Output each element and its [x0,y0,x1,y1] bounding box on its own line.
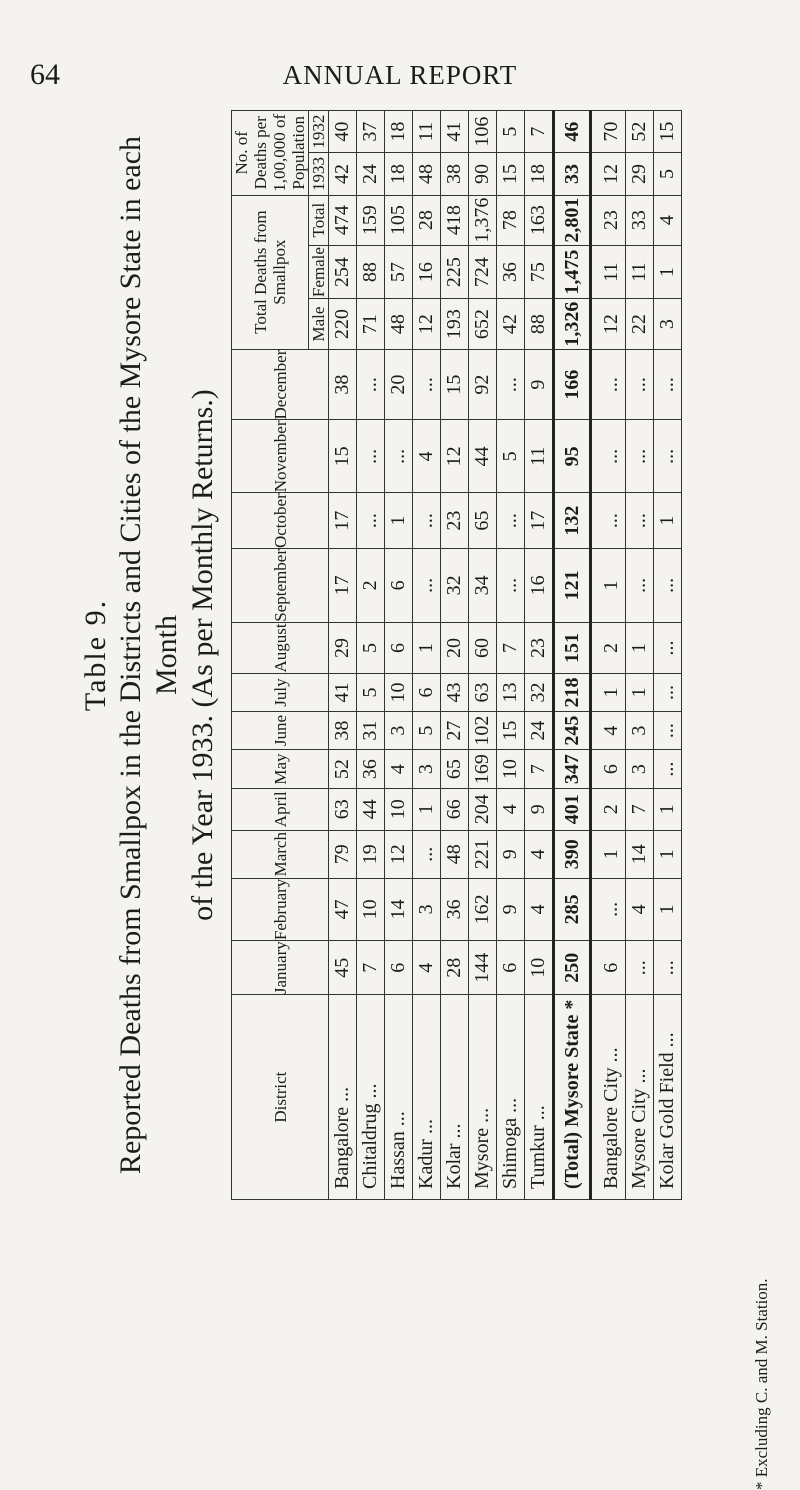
month-cell: 1 [654,493,682,549]
month-cell: 10 [357,878,385,940]
leader-dots: ... [628,1068,650,1084]
month-cell: 7 [497,622,525,673]
district-row [469,111,497,1200]
district-label: (Total) Mysore State * [560,999,583,1189]
district-label: Bangalore [331,1106,353,1189]
month-cell: 60 [469,622,497,673]
district-row [441,111,469,1200]
state-total-row [554,111,591,1200]
month-cell: 38 [329,711,357,749]
month-cell: ... [357,349,385,420]
month-cell: 102 [469,711,497,749]
month-cell: 20 [441,622,469,673]
month-cell: 9 [497,878,525,940]
month-cell: ... [626,420,654,493]
table-subtitle: of the Year 1933. (As per Monthly Returns.) [186,389,219,921]
rate-1933-cell: 33 [554,153,591,195]
month-cell: 16 [525,549,554,623]
month-cell: 4 [497,788,525,830]
month-cell: 31 [357,711,385,749]
year-1932-header: 1932 [309,111,329,153]
month-cell: 4 [385,750,413,788]
month-cell: 32 [441,549,469,623]
month-cell: 1 [626,622,654,673]
year-1933-header: 1933 [309,153,329,195]
month-cell: 65 [441,750,469,788]
month-cell: 14 [385,878,413,940]
month-cell: 9 [525,788,554,830]
month-cell: 38 [329,349,357,420]
district-name [525,995,554,1200]
month-cell: 5 [357,622,385,673]
district-name [441,995,469,1200]
month-cell: 6 [497,941,525,995]
month-cell: 36 [357,750,385,788]
month-cell: 132 [554,493,591,549]
month-cell: 65 [469,493,497,549]
month-cell: ... [654,750,682,788]
rate-1932-cell: 15 [654,111,682,153]
district-label: Shimoga [499,1117,521,1189]
month-cell: ... [654,711,682,749]
month-header: December [232,349,329,420]
female-cell: 1 [654,245,682,299]
month-cell: 1 [626,674,654,712]
female-cell: 11 [626,245,654,299]
district-label: Chitaldrug [359,1103,381,1189]
rate-1933-cell: 15 [497,153,525,195]
month-cell: 44 [469,420,497,493]
month-cell: 52 [329,750,357,788]
rate-1932-cell: 70 [591,111,626,153]
female-cell: 36 [497,245,525,299]
month-cell: ... [413,830,441,878]
month-cell: 47 [329,878,357,940]
month-cell: 5 [413,711,441,749]
female-cell: 225 [441,245,469,299]
total-cell: 418 [441,195,469,245]
month-cell: ... [357,420,385,493]
month-cell: 6 [385,549,413,623]
month-cell: 17 [329,549,357,623]
month-cell: 401 [554,788,591,830]
month-cell: 3 [385,711,413,749]
page-number: 64 [30,58,60,91]
month-cell: 6 [591,941,626,995]
rate-1932-cell: 40 [329,111,357,153]
month-cell: 66 [441,788,469,830]
leader-dots: ... [499,1097,521,1113]
month-cell: ... [591,349,626,420]
month-cell: 95 [554,420,591,493]
month-cell: ... [654,622,682,673]
month-cell: 23 [525,622,554,673]
month-cell: 63 [329,788,357,830]
district-label: Bangalore City [600,1067,622,1189]
rate-1932-cell: 5 [497,111,525,153]
month-cell: 13 [497,674,525,712]
rate-1933-cell: 5 [654,153,682,195]
month-header: June [232,711,329,749]
smallpox-deaths-table [231,110,682,1200]
footnote: * Excluding C. and M. Station. [752,1278,771,1490]
month-cell: 9 [497,830,525,878]
female-cell: 16 [413,245,441,299]
month-cell: 1 [591,549,626,623]
month-cell: ... [497,349,525,420]
total-cell: 159 [357,195,385,245]
month-cell: 1 [654,878,682,940]
district-name [357,995,385,1200]
month-cell: 6 [591,750,626,788]
female-cell: 75 [525,245,554,299]
month-cell: 15 [441,349,469,420]
male-cell: 12 [413,299,441,349]
total-cell: 2,801 [554,195,591,245]
month-cell: 48 [441,830,469,878]
month-cell: 12 [385,830,413,878]
rate-1932-cell: 11 [413,111,441,153]
month-cell: ... [357,493,385,549]
district-row [525,111,554,1200]
month-cell: 6 [385,941,413,995]
total-cell: 474 [329,195,357,245]
district-label: Mysore [471,1127,493,1189]
district-row [357,111,385,1200]
month-cell: 5 [357,674,385,712]
district-name [469,995,497,1200]
month-cell: 3 [626,711,654,749]
male-cell: 3 [654,299,682,349]
table-body [329,111,682,1200]
month-cell: 10 [497,750,525,788]
district-label: Kolar Gold Field [656,1052,678,1189]
leader-dots: ... [387,1111,409,1127]
district-name [591,995,626,1200]
month-cell: 79 [329,830,357,878]
month-cell: 4 [413,941,441,995]
month-cell: 63 [469,674,497,712]
month-cell: 7 [525,750,554,788]
month-cell: 204 [469,788,497,830]
rate-1932-cell: 106 [469,111,497,153]
district-name [554,995,591,1200]
month-cell: ... [497,493,525,549]
district-name [385,995,413,1200]
rate-group-header: No. of Deaths per 1,00,000 of Population [232,111,309,196]
month-cell: 6 [413,674,441,712]
month-header: October [232,493,329,549]
month-header: November [232,420,329,493]
month-cell: ... [413,493,441,549]
month-cell: ... [385,420,413,493]
male-cell: 652 [469,299,497,349]
district-label: Kolar [443,1143,465,1189]
month-cell: 3 [626,750,654,788]
month-cell: 2 [591,622,626,673]
month-cell: 12 [441,420,469,493]
month-cell: 2 [357,549,385,623]
male-cell: 42 [497,299,525,349]
district-name [413,995,441,1200]
male-header: Male [309,299,329,349]
month-cell: 1 [591,830,626,878]
rate-1933-cell: 12 [591,153,626,195]
total-cell: 4 [654,195,682,245]
month-cell: 3 [413,750,441,788]
leader-dots: ... [359,1083,381,1099]
table-label: Table 9. [79,598,112,712]
rate-1932-cell: 52 [626,111,654,153]
rate-1933-cell: 29 [626,153,654,195]
month-cell: 28 [441,941,469,995]
month-cell: ... [591,493,626,549]
month-cell: 2 [591,788,626,830]
month-cell: ... [626,549,654,623]
month-cell: 4 [525,878,554,940]
month-cell: 3 [413,878,441,940]
leader-dots: ... [600,1047,622,1063]
district-label: Hassan [387,1131,409,1189]
month-header: April [232,788,329,830]
month-header: July [232,674,329,712]
total-cell: 163 [525,195,554,245]
month-cell: 5 [497,420,525,493]
month-cell: 218 [554,674,591,712]
month-cell: 23 [441,493,469,549]
rate-1933-cell: 38 [441,153,469,195]
rate-1932-cell: 18 [385,111,413,153]
month-cell: 1 [385,493,413,549]
month-header: August [232,622,329,673]
month-cell: 36 [441,878,469,940]
month-cell: ... [591,420,626,493]
month-cell: ... [654,349,682,420]
male-cell: 71 [357,299,385,349]
month-cell: 11 [525,420,554,493]
month-cell: 1 [591,674,626,712]
district-name [654,995,682,1200]
male-cell: 48 [385,299,413,349]
male-cell: 22 [626,299,654,349]
month-header: May [232,750,329,788]
month-cell: 24 [525,711,554,749]
female-cell: 1,475 [554,245,591,299]
month-cell: ... [626,349,654,420]
month-header: February [232,878,329,940]
total-cell: 23 [591,195,626,245]
month-cell: 34 [469,549,497,623]
month-cell: 10 [385,788,413,830]
month-cell: 390 [554,830,591,878]
month-cell: 44 [357,788,385,830]
month-cell: 166 [554,349,591,420]
month-cell: 121 [554,549,591,623]
city-row [591,111,626,1200]
month-cell: ... [626,493,654,549]
month-cell: 29 [329,622,357,673]
month-cell: 10 [525,941,554,995]
table-title: Reported Deaths from Smallpox in the Districts and Cities of the Mysore State in each Month [114,135,183,1175]
female-cell: 88 [357,245,385,299]
month-cell: 4 [626,878,654,940]
month-cell: 1 [413,788,441,830]
month-cell: ... [591,878,626,940]
month-cell: 15 [329,420,357,493]
leader-dots: ... [527,1105,549,1121]
male-cell: 1,326 [554,299,591,349]
district-label: Kadur [415,1139,437,1189]
month-cell: 1 [654,788,682,830]
female-cell: 57 [385,245,413,299]
rate-1932-cell: 7 [525,111,554,153]
rate-1933-cell: 18 [525,153,554,195]
male-cell: 220 [329,299,357,349]
month-cell: 7 [357,941,385,995]
month-cell: ... [654,420,682,493]
month-cell: 43 [441,674,469,712]
month-cell: 250 [554,941,591,995]
running-head: ANNUAL REPORT [282,60,518,90]
month-cell: 45 [329,941,357,995]
district-row [413,111,441,1200]
female-header: Female [309,247,328,298]
rate-1932-cell: 41 [441,111,469,153]
month-header: September [232,549,329,623]
month-cell: ... [413,549,441,623]
total-header: Total [309,195,329,245]
month-cell: 4 [591,711,626,749]
month-cell: 7 [626,788,654,830]
month-cell: 17 [329,493,357,549]
month-cell: 162 [469,878,497,940]
month-cell: 285 [554,878,591,940]
month-cell: 41 [329,674,357,712]
district-row [385,111,413,1200]
month-cell: 15 [497,711,525,749]
month-cell: 6 [385,622,413,673]
month-cell: 1 [654,830,682,878]
female-cell: 11 [591,245,626,299]
total-cell: 28 [413,195,441,245]
district-name [497,995,525,1200]
city-row [626,111,654,1200]
rate-1933-cell: 42 [329,153,357,195]
district-name [626,995,654,1200]
month-cell: 92 [469,349,497,420]
rate-1933-cell: 48 [413,153,441,195]
male-cell: 193 [441,299,469,349]
leader-dots: ... [443,1123,465,1139]
total-cell: 78 [497,195,525,245]
rate-1932-cell: 46 [554,111,591,153]
rotated-table-block [75,110,735,1200]
month-cell: ... [497,549,525,623]
district-label: Mysore City [628,1088,650,1189]
month-cell: 221 [469,830,497,878]
total-cell: 1,376 [469,195,497,245]
month-cell: 27 [441,711,469,749]
header-row-1 [232,111,309,1200]
month-cell: ... [654,674,682,712]
month-cell: 20 [385,349,413,420]
city-row [654,111,682,1200]
rate-1933-cell: 18 [385,153,413,195]
month-cell: 14 [626,830,654,878]
female-cell: 254 [329,245,357,299]
leader-dots: ... [331,1086,353,1102]
month-cell: 9 [525,349,554,420]
month-cell: 17 [525,493,554,549]
month-cell: 169 [469,750,497,788]
month-header: January [232,941,329,995]
female-cell: 724 [469,245,497,299]
leader-dots: ... [415,1119,437,1135]
month-cell: 144 [469,941,497,995]
leader-dots: ... [656,1032,678,1048]
month-cell: 245 [554,711,591,749]
month-cell: 4 [525,830,554,878]
district-row [497,111,525,1200]
month-cell: ... [654,941,682,995]
district-name [329,995,357,1200]
total-cell: 33 [626,195,654,245]
district-row [329,111,357,1200]
male-cell: 88 [525,299,554,349]
month-cell: ... [626,941,654,995]
month-cell: 19 [357,830,385,878]
leader-dots: ... [471,1107,493,1123]
district-label: Tumkur [527,1125,549,1189]
month-cell: 347 [554,750,591,788]
month-cell: 4 [413,420,441,493]
month-cell: 151 [554,622,591,673]
male-cell: 12 [591,299,626,349]
rate-1932-cell: 37 [357,111,385,153]
month-header: March [232,830,329,878]
rate-1933-cell: 24 [357,153,385,195]
month-cell: ... [654,549,682,623]
month-cell: ... [413,349,441,420]
rate-1933-cell: 90 [469,153,497,195]
month-cell: 32 [525,674,554,712]
month-cell: 1 [413,622,441,673]
month-cell: 10 [385,674,413,712]
total-deaths-group-header: Total Deaths from Smallpox [232,195,309,349]
district-header: District [232,995,329,1200]
total-cell: 105 [385,195,413,245]
